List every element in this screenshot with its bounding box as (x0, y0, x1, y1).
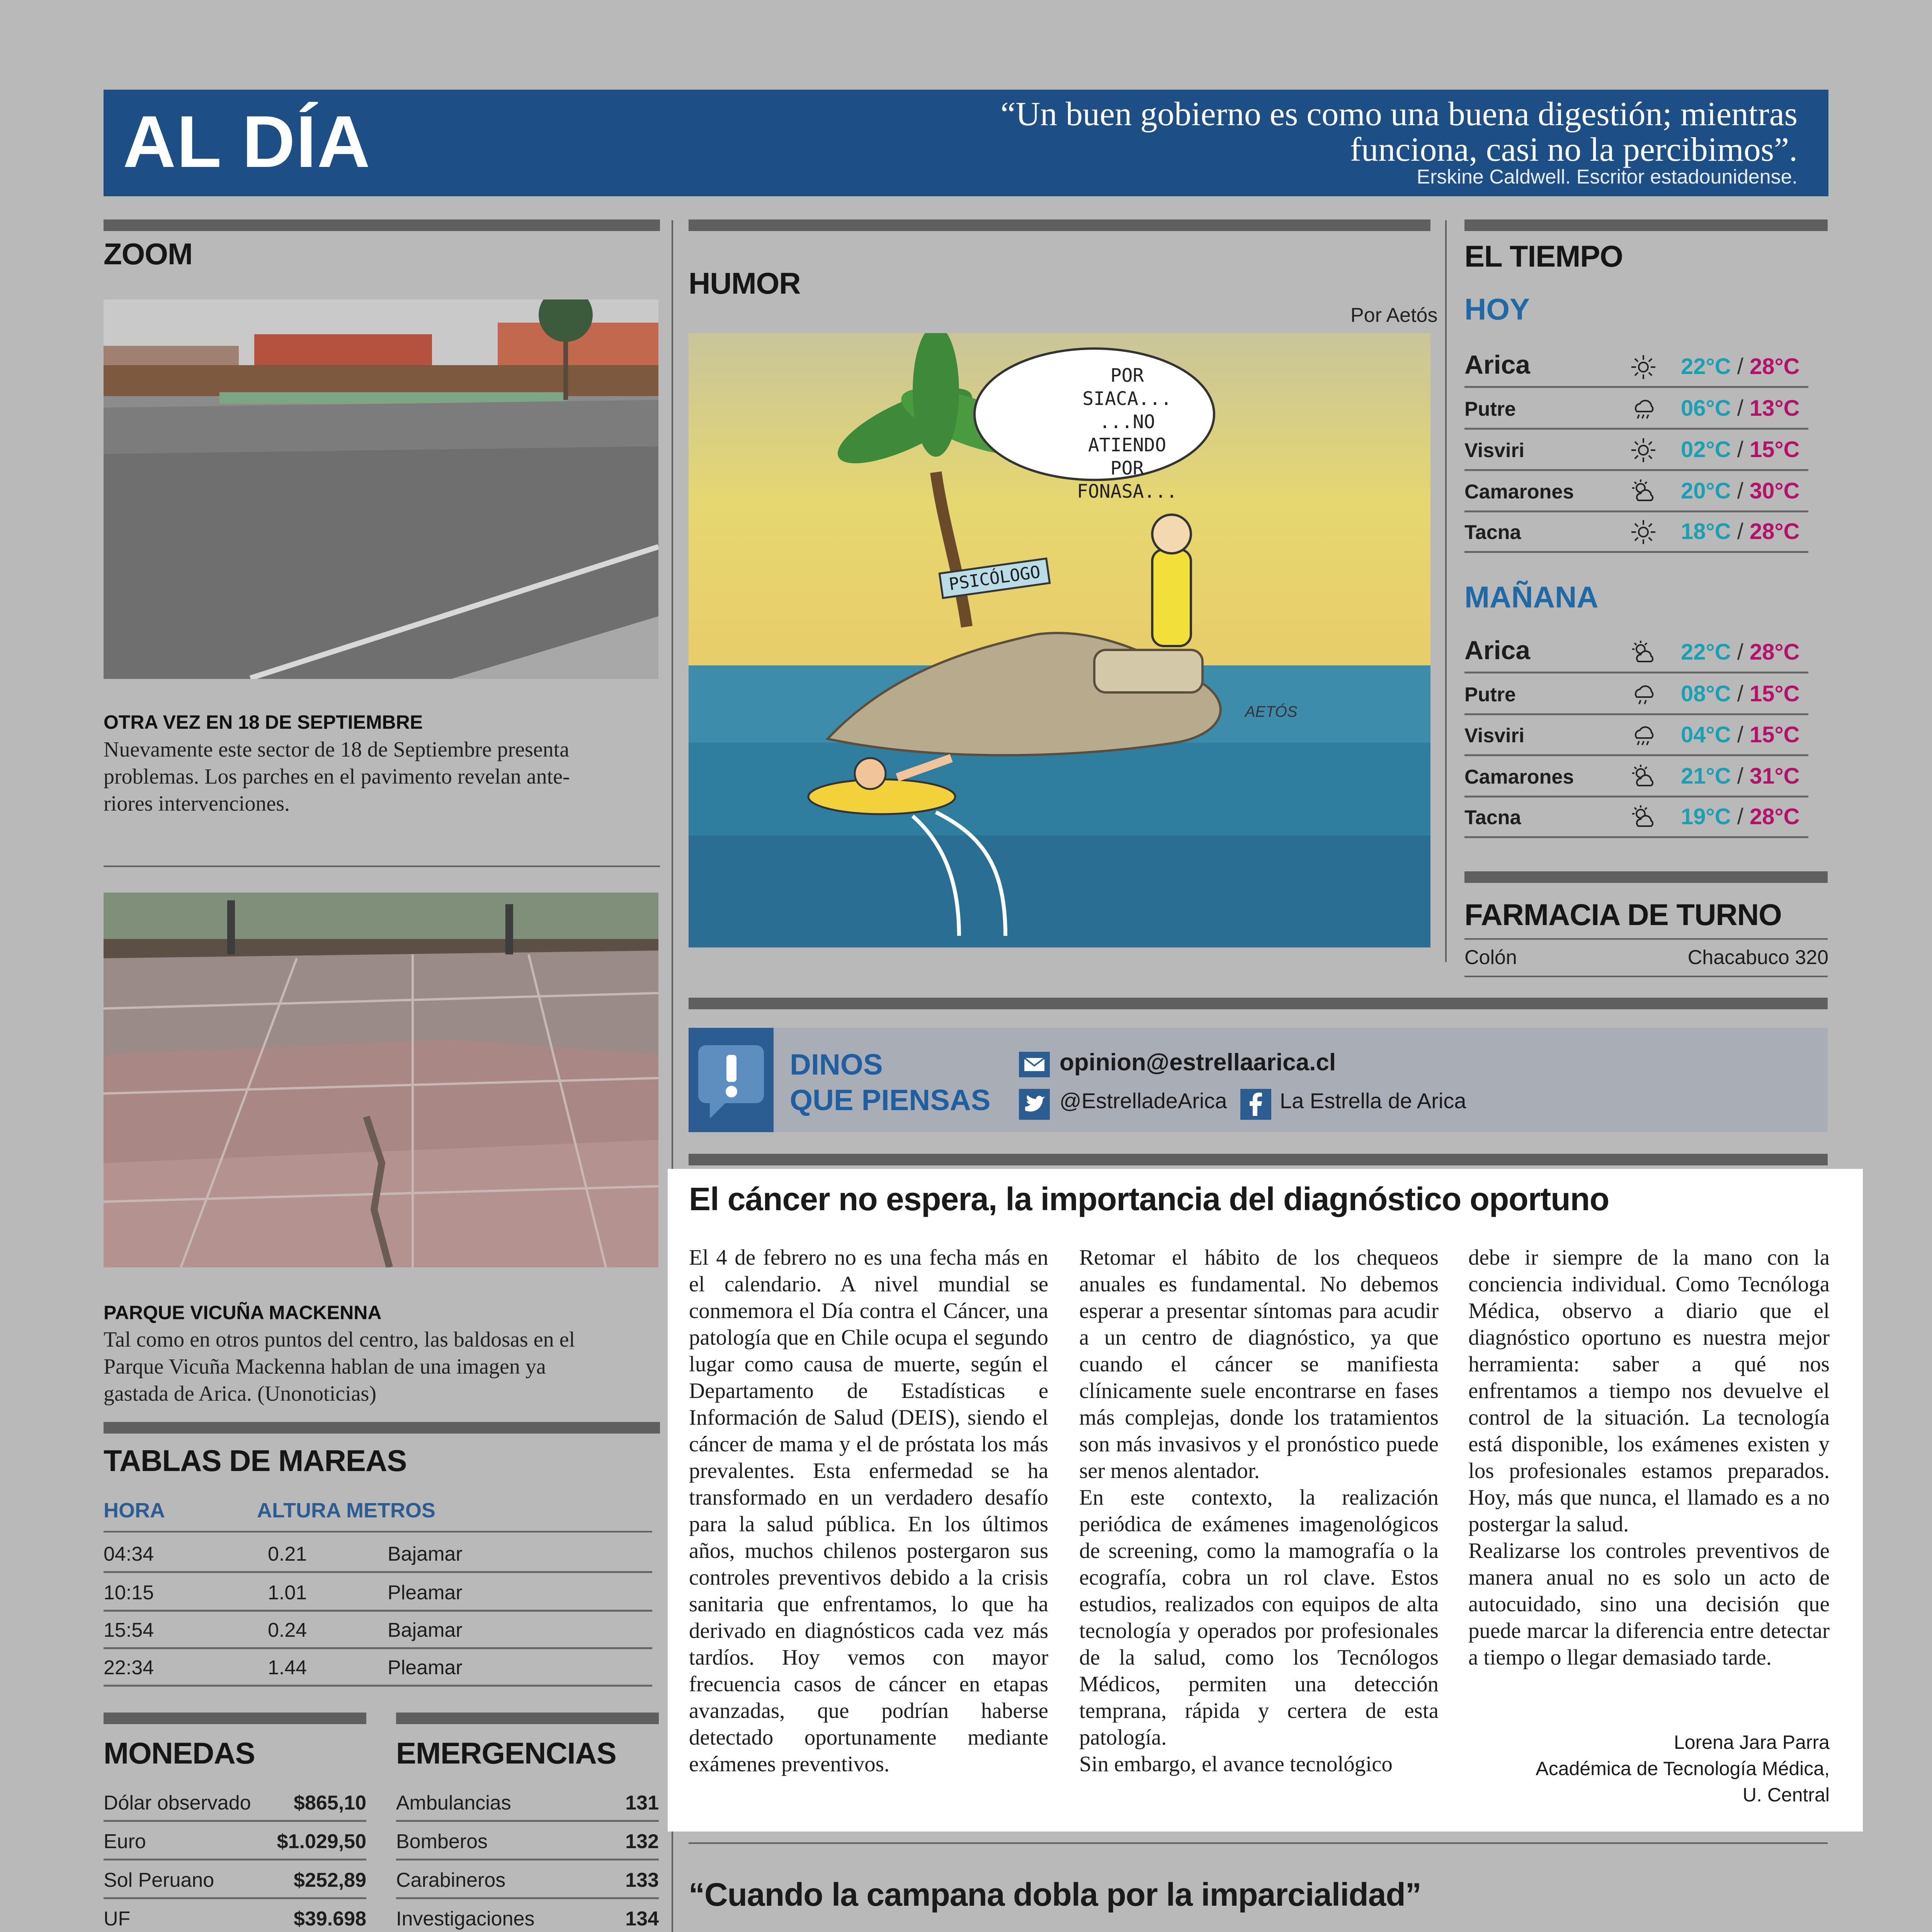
quote-line: “Un buen gobierno es como una buena digestión; mientras (1000, 95, 1798, 133)
park-photo-image (104, 893, 658, 1267)
section-rule (689, 998, 1828, 1009)
temp-max: 28°C (1749, 639, 1800, 665)
humor-title: HUMOR (689, 266, 801, 300)
weather-row: Putre 08°C / 15°C (1464, 673, 1808, 715)
caption-line: gastada de Arica. (Unonoticias) (104, 1382, 376, 1406)
tide-time: 04:34 (104, 1543, 154, 1565)
article-paragraph: Sin embargo, el avance tecnológico (1079, 1752, 1393, 1776)
weather-city: Visviri (1464, 724, 1525, 747)
quote-line: funciona, casi no la percibimos”. (1350, 131, 1798, 168)
weather-city: Putre (1464, 398, 1516, 420)
section-rule (104, 1422, 660, 1434)
weather-row: Camarones 20°C / 30°C (1464, 470, 1808, 512)
tides-col-hora: HORA (104, 1499, 165, 1522)
separator (1464, 976, 1828, 977)
temp-max: 15°C (1749, 681, 1800, 706)
tide-row (104, 1609, 652, 1649)
author-affiliation: U. Central (1742, 1784, 1830, 1806)
currency-row (104, 1898, 366, 1932)
article-column (689, 1244, 1048, 1777)
caption-line: Nuevamente este sector de 18 de Septiembre presenta (104, 738, 570, 762)
temp-min: 18°C (1681, 519, 1731, 544)
weather-city: Putre (1464, 684, 1516, 706)
contact-heading (790, 1047, 990, 1118)
caption-line: problemas. Los parches en el pavimento revelan ante- (104, 765, 570, 789)
weather-city: Visviri (1464, 439, 1525, 462)
currency-name: Euro (104, 1830, 146, 1853)
tide-height: 1.44 (268, 1656, 307, 1679)
section-rule (689, 1154, 1828, 1165)
emergency-row (396, 1821, 659, 1861)
street-photo-image (104, 299, 658, 679)
article-title: El cáncer no espera, la importancia del diagnóstico oportuno (689, 1181, 1609, 1217)
sun-cloud-rain-icon (1630, 395, 1657, 422)
psychologist-sign: PSICÓLOGO (939, 558, 1051, 599)
partly-cloudy-icon (1630, 639, 1657, 666)
photo-caption (104, 1326, 660, 1407)
emergency-number: 132 (625, 1830, 659, 1853)
temp-max: 15°C (1749, 437, 1800, 462)
author-name: Lorena Jara Parra (1673, 1731, 1830, 1753)
facebook-icon[interactable] (1240, 1089, 1271, 1120)
weather-row: Arica 22°C / 28°C (1464, 631, 1808, 673)
weather-row: Tacna 18°C / 28°C (1464, 511, 1808, 553)
photo-caption (104, 736, 660, 817)
section-header (104, 90, 1828, 196)
partly-cloudy-icon (1630, 478, 1657, 505)
alert-badge (689, 1028, 774, 1132)
separator (104, 1531, 652, 1532)
zoom-title: ZOOM (104, 237, 192, 271)
article-column (1468, 1244, 1830, 1671)
temp-max: 28°C (1749, 804, 1800, 829)
tides-col-altura: ALTURA METROS (257, 1499, 435, 1522)
author-role: Académica de Tecnología Médica, (1536, 1758, 1830, 1779)
section-rule (1464, 219, 1828, 231)
contact-email[interactable]: opinion@estrellaarica.cl (1060, 1049, 1336, 1076)
emergency-name: Investigaciones (396, 1908, 535, 1930)
currency-value: $252,89 (294, 1869, 366, 1891)
temp-max: 30°C (1749, 478, 1800, 503)
caption-line: riores intervenciones. (104, 792, 290, 816)
speech-bubble (1077, 364, 1177, 503)
weather-tomorrow-label: MAÑANA (1464, 580, 1599, 614)
temp-max: 13°C (1749, 396, 1800, 421)
caption-line: Parque Vicuña Mackenna hablan de una imagen ya (104, 1355, 546, 1379)
partly-cloudy-icon (1630, 763, 1657, 790)
temp-max: 28°C (1749, 354, 1800, 379)
tide-time: 15:54 (104, 1619, 154, 1641)
temp-max: 15°C (1749, 722, 1800, 747)
pharmacy-name: Colón (1464, 946, 1517, 969)
sun-icon (1630, 519, 1657, 546)
temp-min: 21°C (1681, 764, 1731, 789)
temp-min: 22°C (1681, 639, 1731, 665)
temp-min: 19°C (1681, 804, 1731, 829)
article-signature (1482, 1729, 1830, 1808)
tide-type: Bajamar (388, 1619, 463, 1641)
contact-twitter[interactable]: @EstrelladeArica (1060, 1088, 1227, 1113)
street-photo (104, 299, 658, 679)
separator (104, 866, 660, 867)
tide-height: 0.24 (268, 1619, 307, 1641)
speech-exclamation-icon (689, 1028, 774, 1132)
photo-caption-title: PARQUE VICUÑA MACKENNA (104, 1302, 382, 1323)
tide-row (104, 1572, 652, 1612)
emergency-row (396, 1782, 659, 1822)
emergencias-title: EMERGENCIAS (396, 1736, 616, 1770)
temp-min: 06°C (1681, 396, 1731, 421)
header-quote (638, 97, 1798, 168)
emergency-row (396, 1898, 659, 1932)
weather-city: Camarones (1464, 481, 1574, 503)
tide-type: Pleamar (388, 1582, 463, 1604)
weather-city: Tacna (1464, 806, 1521, 829)
currency-name: Sol Peruano (104, 1869, 214, 1891)
twitter-icon[interactable] (1019, 1089, 1050, 1120)
cartoon-image (689, 333, 1430, 947)
tides-title: TABLAS DE MAREAS (104, 1444, 407, 1478)
emergency-row (396, 1859, 659, 1899)
bubble-line: ...NO ATIENDO (1088, 411, 1167, 456)
currency-row (104, 1859, 366, 1899)
quote-author: Erskine Caldwell. Escritor estadounidense. (1417, 166, 1798, 188)
article-paragraph: debe ir siempre de la mano con la conciencia individual. Como Tecnóloga Médica, observo a diario que el diagnóstico oportuno es nuestra mejor herramienta: saber a qué nos enfrentamos a tiempo nos devuelve el control de la situación. La tecnología está disponible, los exámenes existen y los profesionales estamos preparados. Hoy, más que nunca, el llamado es a no postergar la salud. (1468, 1245, 1830, 1536)
article-paragraph: Retomar el hábito de los chequeos anuales es fundamental. No debemos esperar a presentar síntomas para acudir a un centro de diagnóstico, ya que cuando el cáncer se manifiesta clínicamente suele encontrarse en fases más complejas, donde los tratamientos son más invasivos y el pronóstico puede ser menos alentador. (1079, 1245, 1439, 1483)
section-rule (104, 1713, 366, 1724)
contact-band (689, 1028, 1828, 1132)
temp-max: 28°C (1749, 519, 1800, 544)
article-column (1079, 1244, 1439, 1777)
article-cancer (668, 1169, 1863, 1832)
weather-city: Arica (1464, 350, 1531, 379)
section-rule (1464, 871, 1828, 883)
cloud-rain-icon (1630, 681, 1657, 708)
column-divider (1445, 220, 1447, 962)
weather-row: Putre 06°C / 13°C (1464, 388, 1808, 430)
humor-byline: Por Aetós (1350, 304, 1438, 327)
section-rule (689, 219, 1430, 231)
emergency-name: Carabineros (396, 1869, 506, 1891)
mail-icon (1019, 1052, 1050, 1077)
currency-name: Dólar observado (104, 1792, 251, 1814)
article-paragraph: El 4 de febrero no es una fecha más en el calendario. A nivel mundial se conmemora el Día contra el Cáncer, una patología que en Chile ocupa el segundo lugar como causa de muerte, según el Departamento de Estadísticas e Información de Salud (DEIS), siendo el cáncer de mama y el de próstata los más prevalentes. Esta enfermedad se ha transformado en un verdadero desafío para la salud pública. En los últimos años, muchos chilenos postergaron sus controles preventivos debido a la crisis sanitaria que enfrentamos, lo que ha derivado en diagnósticos cada vez más tardíos. Hoy vemos con mayor frecuencia casos de cáncer en etapas avanzadas, que podrían haberse detectado oportunamente mediante exámenes preventivos. (689, 1245, 1048, 1776)
currency-row (104, 1821, 366, 1861)
tide-time: 22:34 (104, 1656, 154, 1679)
envelope-icon (1019, 1052, 1050, 1077)
separator (689, 1842, 1828, 1844)
bubble-line: POR SIACA... (1082, 365, 1172, 410)
tide-type: Pleamar (388, 1656, 463, 1679)
temp-min: 20°C (1681, 478, 1731, 503)
currency-value: $865,10 (294, 1792, 366, 1814)
pharmacy-address: Chacabuco 320 (1687, 946, 1828, 969)
park-photo (104, 893, 658, 1267)
partly-cloudy-icon (1630, 804, 1657, 831)
emergency-number: 133 (625, 1869, 659, 1891)
bubble-line: POR FONASA... (1077, 457, 1178, 502)
caption-line: Tal como en otros puntos del centro, las baldosas en el (104, 1328, 575, 1352)
tide-time: 10:15 (104, 1582, 154, 1604)
weather-row: Arica 22°C / 28°C (1464, 346, 1808, 388)
cartoon (689, 333, 1430, 947)
tide-height: 1.01 (268, 1582, 307, 1604)
weather-row: Tacna 19°C / 28°C (1464, 796, 1808, 838)
tide-height: 0.21 (268, 1543, 307, 1565)
section-rule (104, 219, 660, 231)
weather-title: EL TIEMPO (1464, 239, 1623, 273)
emergency-number: 131 (625, 1792, 659, 1814)
temp-min: 08°C (1681, 681, 1731, 706)
sun-cloud-rain-icon (1630, 722, 1657, 749)
weather-row: Visviri 04°C / 15°C (1464, 714, 1808, 756)
article-paragraph: Realizarse los controles preventivos de manera anual no es solo un acto de autocuidado, sino una decisión que puede marcar la diferencia entre detectar a tiempo o llegar demasiado tarde. (1468, 1539, 1830, 1670)
section-rule (396, 1713, 659, 1724)
pharmacy-title: FARMACIA DE TURNO (1464, 898, 1782, 932)
weather-row: Visviri 02°C / 15°C (1464, 429, 1808, 471)
weather-city: Camarones (1464, 766, 1574, 788)
tide-row (104, 1533, 652, 1573)
contact-facebook[interactable]: La Estrella de Arica (1280, 1088, 1466, 1113)
sun-icon (1630, 437, 1657, 464)
emergency-name: Bomberos (396, 1830, 488, 1853)
temp-min: 22°C (1681, 354, 1731, 379)
separator (1464, 938, 1828, 940)
currency-row (104, 1782, 366, 1822)
section-title: AL DÍA (123, 101, 371, 183)
weather-city: Arica (1464, 636, 1531, 665)
photo-caption-title: OTRA VEZ EN 18 DE SEPTIEMBRE (104, 711, 423, 733)
currency-name: UF (104, 1908, 131, 1930)
weather-city: Tacna (1464, 521, 1521, 544)
temp-max: 31°C (1749, 764, 1800, 789)
article-title: “Cuando la campana dobla por la imparcialidad” (689, 1876, 1421, 1913)
weather-row: Camarones 21°C / 31°C (1464, 755, 1808, 798)
facebook-f-icon (1240, 1089, 1271, 1120)
sun-icon (1630, 354, 1657, 381)
emergency-name: Ambulancias (396, 1792, 511, 1814)
weather-today-label: HOY (1464, 292, 1530, 326)
tide-type: Bajamar (388, 1543, 463, 1565)
article-paragraph: En este contexto, la realización periódica de exámenes imagenológicos de screening, como la mamografía o la ecografía, cobra un rol clave. Estos estudios, realizados con equipos de alta tecnología y operados por profesionales de la salud, como los Tecnólogos Médicos, permiten una detección temprana, rápida y certera de esta patología. (1079, 1485, 1439, 1750)
currency-value: $1.029,50 (277, 1830, 366, 1853)
bird-icon (1019, 1089, 1050, 1120)
emergency-number: 134 (625, 1908, 659, 1930)
monedas-title: MONEDAS (104, 1736, 255, 1770)
tide-row (104, 1647, 652, 1687)
currency-value: $39.698 (294, 1908, 366, 1930)
temp-min: 02°C (1681, 437, 1731, 462)
temp-min: 04°C (1681, 722, 1731, 747)
cartoonist-signature: AETÓS (1245, 703, 1298, 720)
contact-heading-line: QUE PIENSAS (790, 1084, 991, 1117)
contact-heading-line: DINOS (790, 1048, 883, 1081)
